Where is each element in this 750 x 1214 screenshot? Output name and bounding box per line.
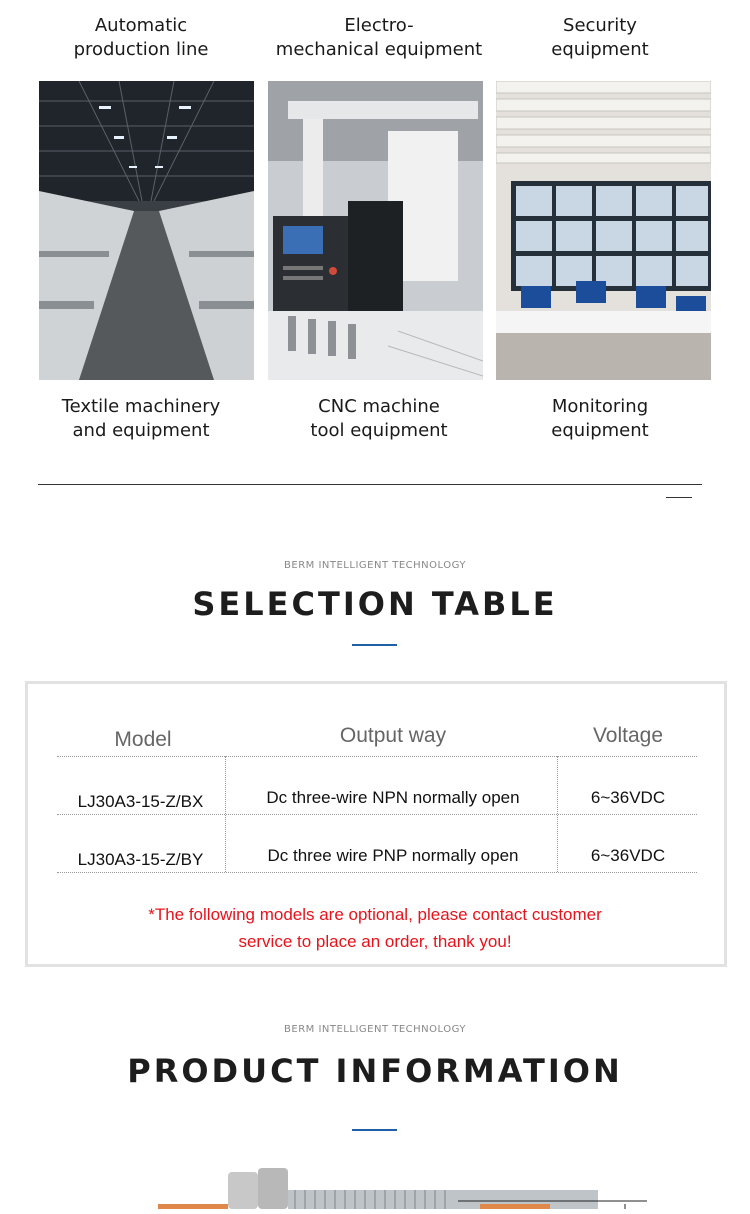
sensor-product-photo — [150, 1164, 650, 1209]
header-row-line — [57, 756, 697, 757]
caption-textile-machinery: Textile machinery and equipment — [61, 396, 221, 441]
optional-models-note-line1: *The following models are optional, please contact customer — [148, 905, 602, 924]
caption-security-equipment: Security equipment — [551, 15, 649, 60]
product-title: PRODUCT INFORMATION — [127, 1052, 623, 1090]
selection-title: SELECTION TABLE — [192, 585, 558, 623]
divider-accent-line — [666, 497, 692, 498]
row1-output-way: Dc three-wire NPN normally open — [266, 788, 520, 807]
row1-voltage: 6~36VDC — [590, 788, 666, 807]
optional-models-note-line2: service to place an order, thank you! — [238, 932, 512, 951]
selection-kicker: BERM INTELLIGENT TECHNOLOGY — [284, 560, 466, 571]
product-kicker: BERM INTELLIGENT TECHNOLOGY — [284, 1024, 466, 1035]
product-title-underline — [352, 1129, 397, 1131]
row1-line — [57, 814, 697, 815]
caption-electromechanical-equipment: Electro- mechanical equipment — [275, 15, 483, 60]
col-separator-2 — [557, 756, 558, 872]
row1-model: LJ30A3-15-Z/BX — [77, 792, 204, 811]
row2-model: LJ30A3-15-Z/BY — [77, 850, 204, 869]
header-model: Model — [114, 728, 172, 751]
header-voltage: Voltage — [592, 724, 664, 747]
col-separator-1 — [225, 756, 226, 872]
caption-cnc-machine-tool: CNC machine tool equipment — [310, 396, 448, 441]
textile-factory-photo — [39, 81, 254, 380]
section-divider — [38, 484, 702, 485]
caption-automatic-production-line: Automatic production line — [73, 15, 209, 60]
monitoring-room-photo — [496, 81, 711, 380]
header-output-way: Output way — [339, 724, 447, 747]
selection-title-underline — [352, 644, 397, 646]
caption-monitoring-equipment: Monitoring equipment — [551, 396, 649, 441]
row2-output-way: Dc three wire PNP normally open — [267, 846, 519, 865]
row2-line — [57, 872, 697, 873]
cnc-machine-photo — [268, 81, 483, 380]
row2-voltage: 6~36VDC — [590, 846, 666, 865]
